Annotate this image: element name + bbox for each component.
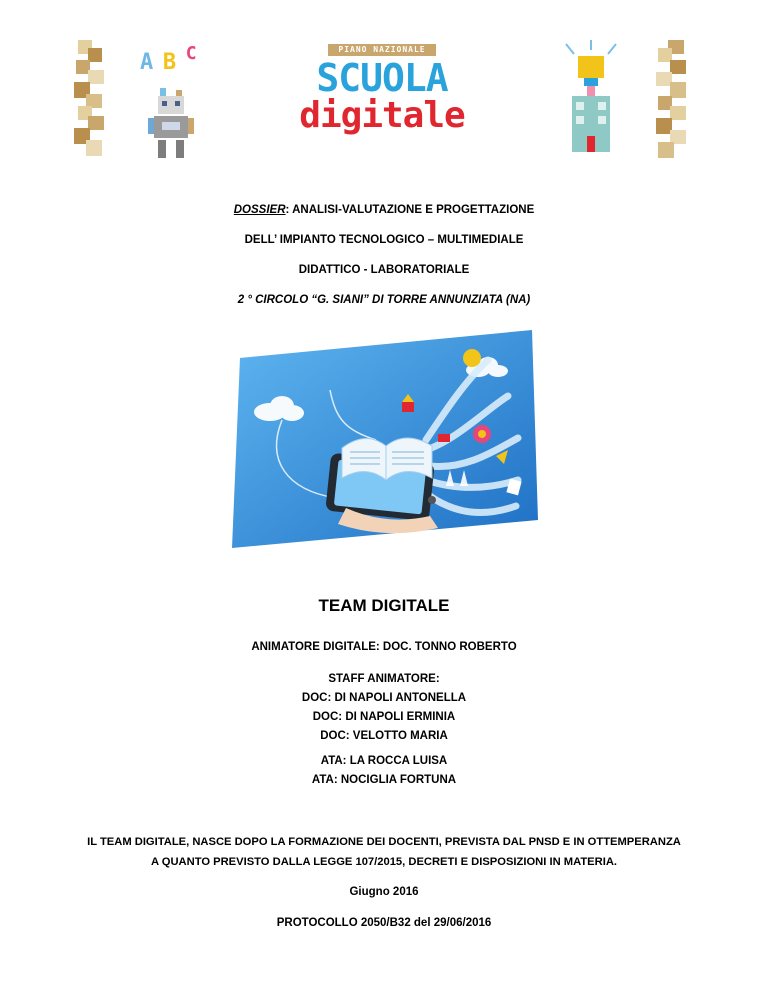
ata-list <box>0 752 768 790</box>
logo-word-digitale: digitale <box>299 95 465 136</box>
abc-letters <box>140 43 197 75</box>
school-name: 2 ° CIRCOLO “G. SIANI” DI TORRE ANNUNZIATA (NA) <box>237 294 531 306</box>
pnsd-logo <box>296 44 468 140</box>
dossier-line-2: DELL’ IMPIANTO TECNOLOGICO – MULTIMEDIALE <box>244 234 524 246</box>
robot-icon <box>146 88 196 160</box>
animatore-digitale: ANIMATORE DIGITALE: DOC. TONNO ROBERTO <box>251 641 517 653</box>
dossier-label: DOSSIER <box>233 204 286 216</box>
letter-a: A <box>140 50 154 75</box>
staff-member: DOC: DI NAPOLI ERMINIA <box>312 711 456 723</box>
ata-member: ATA: LA ROCCA LUISA <box>320 755 448 767</box>
letter-b: B <box>162 50 177 75</box>
digital-learning-illustration <box>226 330 544 550</box>
dossier-line-1 <box>0 204 768 216</box>
statement-line-1: IL TEAM DIGITALE, NASCE DOPO LA FORMAZIONE DEI DOCENTI, PREVISTA DAL PNSD E IN OTTEMPERANZA <box>87 836 681 848</box>
lightbulb-building-icon <box>560 40 622 160</box>
staff-heading: STAFF ANIMATORE: <box>328 673 440 685</box>
staff-member: DOC: DI NAPOLI ANTONELLA <box>301 692 467 704</box>
protocol-number: PROTOCOLLO 2050/B32 del 29/06/2016 <box>276 917 492 929</box>
right-pixel-column-decoration <box>656 40 688 160</box>
dossier-line-1-text: : ANALISI-VALUTAZIONE E PROGETTAZIONE <box>285 204 535 216</box>
dossier-line-3: DIDATTICO - LABORATORIALE <box>298 264 470 276</box>
logo-top-banner: PIANO NAZIONALE <box>328 44 436 56</box>
date-text: Giugno 2016 <box>349 886 419 898</box>
letter-c: C <box>185 43 197 64</box>
staff-member: DOC: VELOTTO MARIA <box>320 730 448 742</box>
staff-list <box>0 670 768 746</box>
header-banner <box>0 0 768 170</box>
team-title: TEAM DIGITALE <box>318 596 450 615</box>
logo-word-scuola: SCUOLA <box>316 56 448 100</box>
left-pixel-column-decoration <box>74 40 106 160</box>
statement-line-2: A QUANTO PREVISTO DALLA LEGGE 107/2015, DECRETI E DISPOSIZIONI IN MATERIA. <box>150 856 618 868</box>
ata-member: ATA: NOCIGLIA FORTUNA <box>311 774 457 786</box>
